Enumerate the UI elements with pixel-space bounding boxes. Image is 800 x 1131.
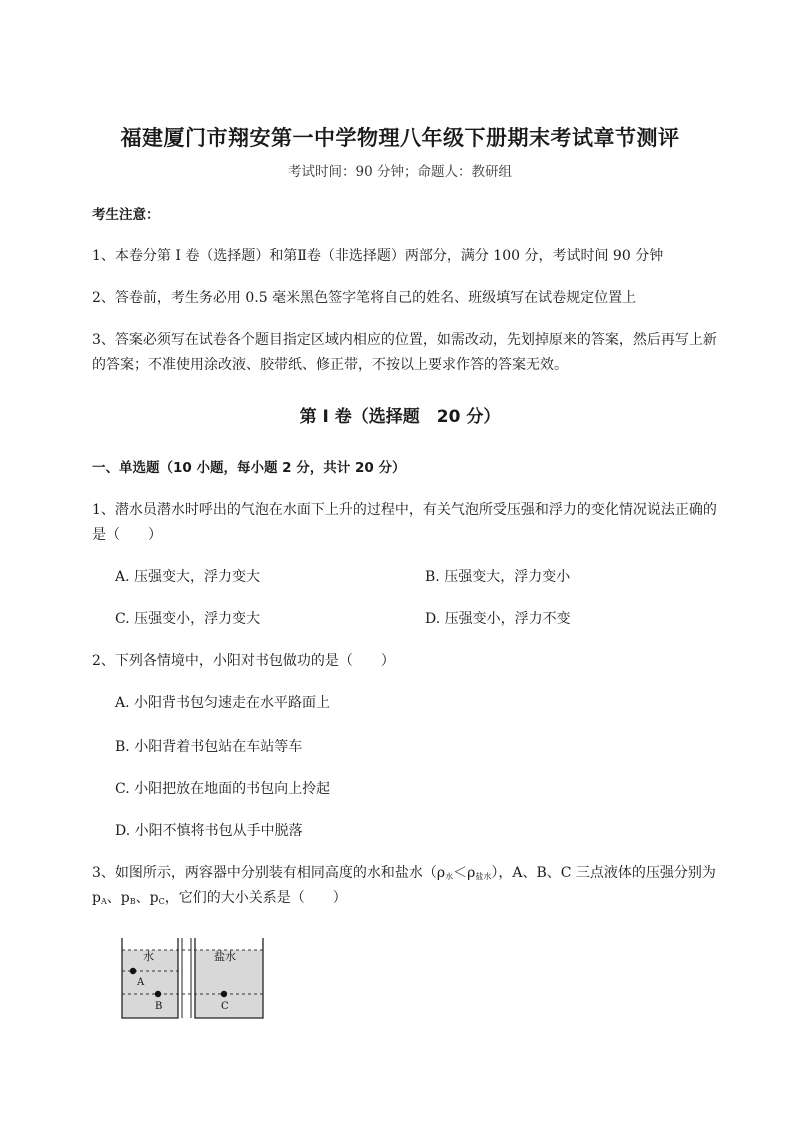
- point-b-label: B: [155, 1001, 163, 1012]
- q2-stem: 2、下列各情境中，小阳对书包做功的是（ ）: [92, 653, 395, 669]
- water-label: 水: [143, 950, 154, 963]
- q1-option-d: D. 压强变小，浮力不变: [425, 611, 571, 627]
- point-c-label: C: [221, 1001, 229, 1012]
- container-diagram: [120, 938, 265, 1028]
- q3-stem-text-a: 3、如图所示，两容器中分别装有相同高度的水和盐水（ρ: [92, 865, 446, 881]
- q3-stem-tail: ，它们的大小关系是（ ）: [164, 890, 347, 906]
- notice-item-3-cont: 的答案；不准使用涂改液、胶带纸、修正带，不按以上要求作答的答案无效。: [92, 357, 568, 373]
- q3-stem-text-b: ），A、B、C 三点液体的压强分别为: [491, 865, 716, 881]
- part-heading: 一、单选题（10 小题，每小题 2 分，共计 20 分）: [92, 460, 406, 476]
- q3-stem-line1: [92, 862, 716, 882]
- p-symbol: p: [92, 890, 101, 906]
- saltwater-label: 盐水: [214, 950, 236, 963]
- subscript-b: B: [129, 897, 136, 906]
- q3-stem-line2: [92, 887, 347, 907]
- notice-item-3: 3、答案必须写在试卷各个题目指定区域内相应的位置，如需改动，先划掉原来的答案，然后再写上新: [92, 332, 717, 348]
- notice-item-1: 1、本卷分第 I 卷（选择题）和第Ⅱ卷（非选择题）两部分，满分 100 分，考试时间 90 分钟: [92, 248, 664, 264]
- subscript-a: A: [100, 897, 107, 906]
- notice-heading: 考生注意：: [92, 207, 160, 223]
- p-symbol: 、p: [106, 890, 130, 906]
- point-c-dot: [221, 991, 227, 997]
- point-a-label: A: [137, 977, 145, 988]
- p-symbol: 、p: [135, 890, 159, 906]
- notice-item-2: 2、答卷前，考生务必用 0.5 毫米黑色签字笔将自己的姓名、班级填写在试卷规定位置上: [92, 290, 637, 306]
- rho-saltwater-subscript: 盐水: [475, 872, 492, 881]
- exam-subtitle: 考试时间：90 分钟；命题人：教研组: [288, 164, 512, 180]
- q2-option-b: B. 小阳背着书包站在车站等车: [115, 739, 303, 755]
- q3-stem-less-than: ＜ρ: [453, 865, 476, 881]
- q1-option-a: A. 压强变大，浮力变大: [115, 569, 261, 585]
- point-a-dot: [130, 968, 136, 974]
- q1-stem-line1: 1、潜水员潜水时呼出的气泡在水面下上升的过程中，有关气泡所受压强和浮力的变化情况说法正确的: [92, 502, 717, 518]
- point-b-dot: [155, 991, 161, 997]
- q2-option-c: C. 小阳把放在地面的书包向上拎起: [115, 781, 331, 797]
- q2-option-d: D. 小阳不慎将书包从手中脱落: [115, 823, 303, 839]
- rho-water-subscript: 水: [445, 872, 454, 881]
- q1-option-c: C. 压强变小，浮力变大: [115, 611, 261, 627]
- exam-title: 福建厦门市翔安第一中学物理八年级下册期末考试章节测评: [120, 126, 680, 150]
- subscript-c: C: [158, 897, 165, 906]
- section-title: 第 I 卷（选择题 20 分）: [299, 407, 501, 427]
- q1-option-b: B. 压强变大，浮力变小: [425, 569, 571, 585]
- q1-stem-line2: 是（ ）: [92, 527, 162, 543]
- q2-option-a: A. 小阳背书包匀速走在水平路面上: [115, 695, 331, 711]
